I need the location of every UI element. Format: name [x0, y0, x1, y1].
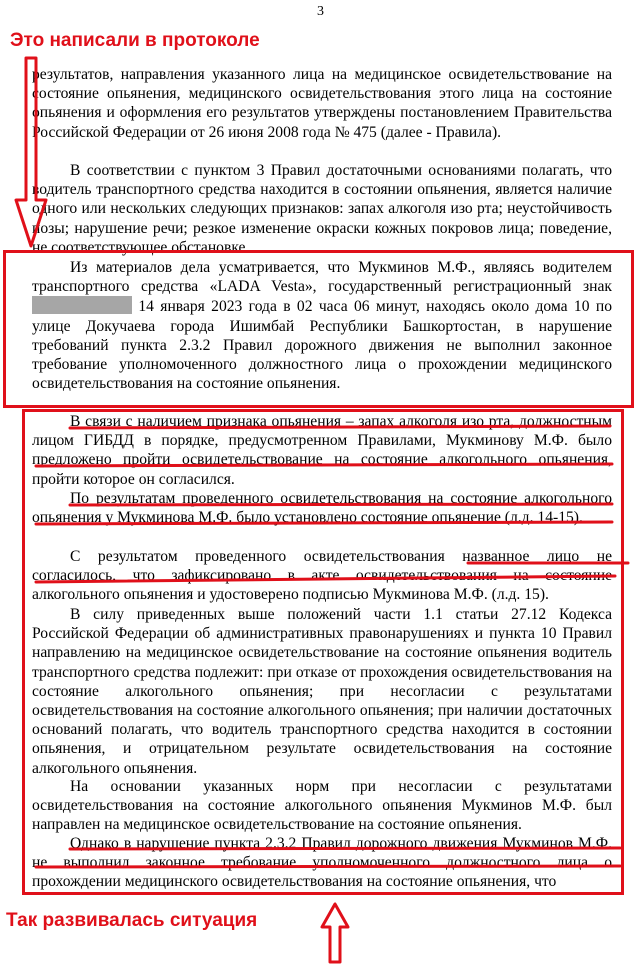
up-arrow-icon: [322, 904, 348, 962]
paragraph-9: Однако в нарушение пункта 2.3.2 Правил дорожного движения Мукминов М.Ф. не выполнил законное требование уполномоченного должностного лица о прохождении медицинского освидетельствования на состояние опьянения, что: [32, 835, 612, 891]
paragraph-3-start: Из материалов дела усматривается, что Мукминов М.Ф., являясь водителем транспортного средства «LADA Vesta», государственный регистрационный знак: [32, 259, 612, 296]
highlight-box-protocol: [3, 250, 634, 408]
annotation-bottom: Так развивалась ситуация: [6, 910, 258, 931]
paragraph-7: В силу приведенных выше положений части 1.1 статьи 27.12 Кодекса Российской Федерации об административных правонарушениях и пункта 10 Правил направлению на медицинское освидетельствование на состояние опьянения водитель транспортного средства подлежит: при отказе от прохождения освидетельствования на состояние алкогольного опьянения; при несогласии с результатами освидетельствования на состояние алкогольного опьянения; при наличии достаточных оснований полагать, что водитель транспортного средства находится в состоянии опьянения, и отрицательном результате освидетельствования на состояние алкогольного опьянения.: [32, 606, 612, 777]
paragraph-6: С результатом проведенного освидетельствования названное лицо не согласилось, что зафиксировано в акте освидетельствования на состояние алкогольного опьянения и удостоверено подписью Мукминова М.Ф. (л.д. 15).: [32, 548, 612, 604]
paragraph-8: На основании указанных норм при несогласии с результатами освидетельствования на состояние алкогольного опьянения Мукминов М.Ф. был направлен на медицинское освидетельствование на состояние опьянения.: [32, 778, 612, 834]
highlight-box-situation: [22, 409, 624, 895]
paragraph-1: результатов, направления указанного лица на медицинское освидетельствование на состояние опьянения, медицинского освидетельствования этого лица на состояние опьянения и оформления его результатов утверждены постановлением Правительства Российской Федерации от 26 июня 2008 года № 475 (далее - Правила).: [32, 66, 612, 141]
paragraph-5: По результатам проведенного освидетельствования на состояние алкогольного опьянения у Мукминова М.Ф. было установлено состояние опьянение (л.д. 14-15).: [32, 490, 612, 527]
paragraph-4: В связи с наличием признака опьянения – запах алкоголя изо рта, должностным лицом ГИБДД в порядке, предусмотренном Правилами, Мукминову М.Ф. было предложено пройти освидетельствование на состояние алкогольного опьянения, пройти которое он согласился.: [32, 413, 612, 488]
paragraph-2: В соответствии с пунктом 3 Правил достаточными основаниями полагать, что водитель транспортного средства находится в состоянии опьянения, является наличие одного или нескольких следующих признаков: запах алкоголя изо рта; неустойчивость позы; нарушение речи; резкое изменение окраски кожных покровов лица; поведение, не соответствующее обстановке.: [32, 162, 612, 256]
paragraph-3-end: 14 января 2023 года в 02 часа 06 минут, находясь около дома 10 по улице Докучаева города Ишимбай Республики Башкортостан, в нарушение требований пункта 2.3.2 Правил дорожного движения не выполнил законное требование уполномоченного должностного лица о прохождении медицинского освидетельствования на состояние опьянения.: [32, 298, 612, 393]
page-number: 3: [317, 4, 324, 19]
annotation-top: Это написали в протоколе: [10, 30, 260, 51]
